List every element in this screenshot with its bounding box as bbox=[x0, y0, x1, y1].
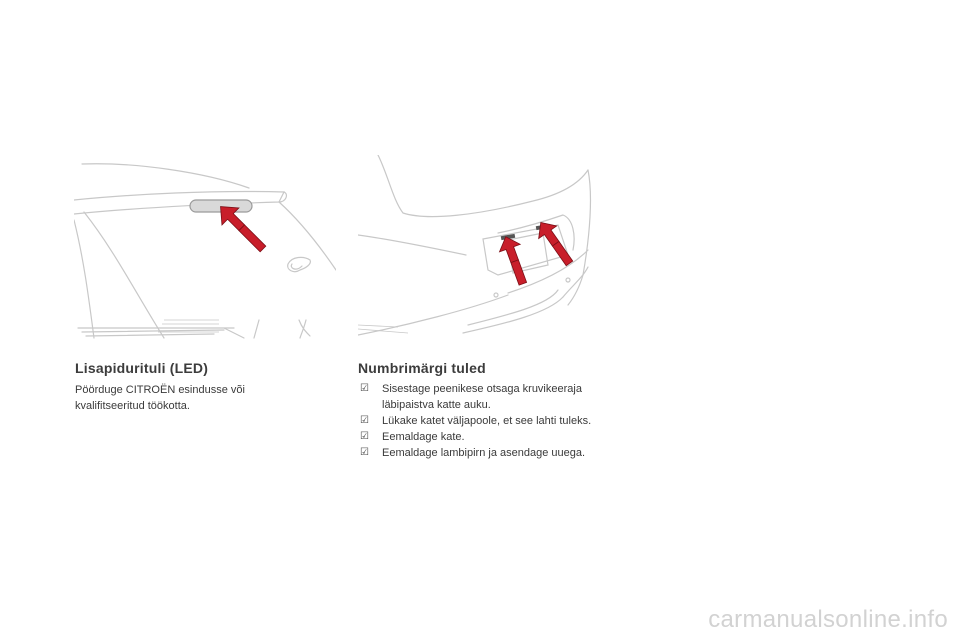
watermark-text: carmanualsonline.info bbox=[708, 606, 948, 633]
list-item bbox=[358, 413, 658, 429]
plate-light-steps-list bbox=[358, 381, 658, 461]
led-instruction-line-2: kvalifitseeritud töökotta. bbox=[75, 400, 190, 412]
square-check-marker-icon: ☑ bbox=[360, 415, 369, 426]
step-1-line-1: Sisestage peenikese otsaga kruvikeeraja bbox=[382, 383, 582, 395]
brake-light-illustration bbox=[74, 160, 336, 340]
list-item bbox=[358, 381, 658, 413]
led-instruction-text bbox=[75, 382, 315, 414]
section-heading-plate-lights: Numbrimärgi tuled bbox=[358, 360, 486, 376]
red-arrow-icon bbox=[495, 233, 533, 288]
number-plate-lights-illustration bbox=[358, 155, 614, 340]
step-3-text: Eemaldage kate. bbox=[382, 431, 465, 443]
step-4-text: Eemaldage lambipirn ja asendage uuega. bbox=[382, 447, 586, 459]
square-check-marker-icon: ☑ bbox=[360, 383, 369, 394]
square-check-marker-icon: ☑ bbox=[360, 431, 369, 442]
list-item bbox=[358, 429, 658, 445]
section-heading-led: Lisapidurituli (LED) bbox=[75, 360, 209, 376]
square-check-marker-icon: ☑ bbox=[360, 447, 369, 458]
step-2-text: Lükake katet väljapoole, et see lahti tuleks. bbox=[382, 415, 592, 427]
led-instruction-line-1: Pöörduge CITROËN esindusse või bbox=[75, 384, 245, 396]
step-1-line-2: läbipaistva katte auku. bbox=[382, 399, 491, 411]
list-item bbox=[358, 445, 658, 461]
